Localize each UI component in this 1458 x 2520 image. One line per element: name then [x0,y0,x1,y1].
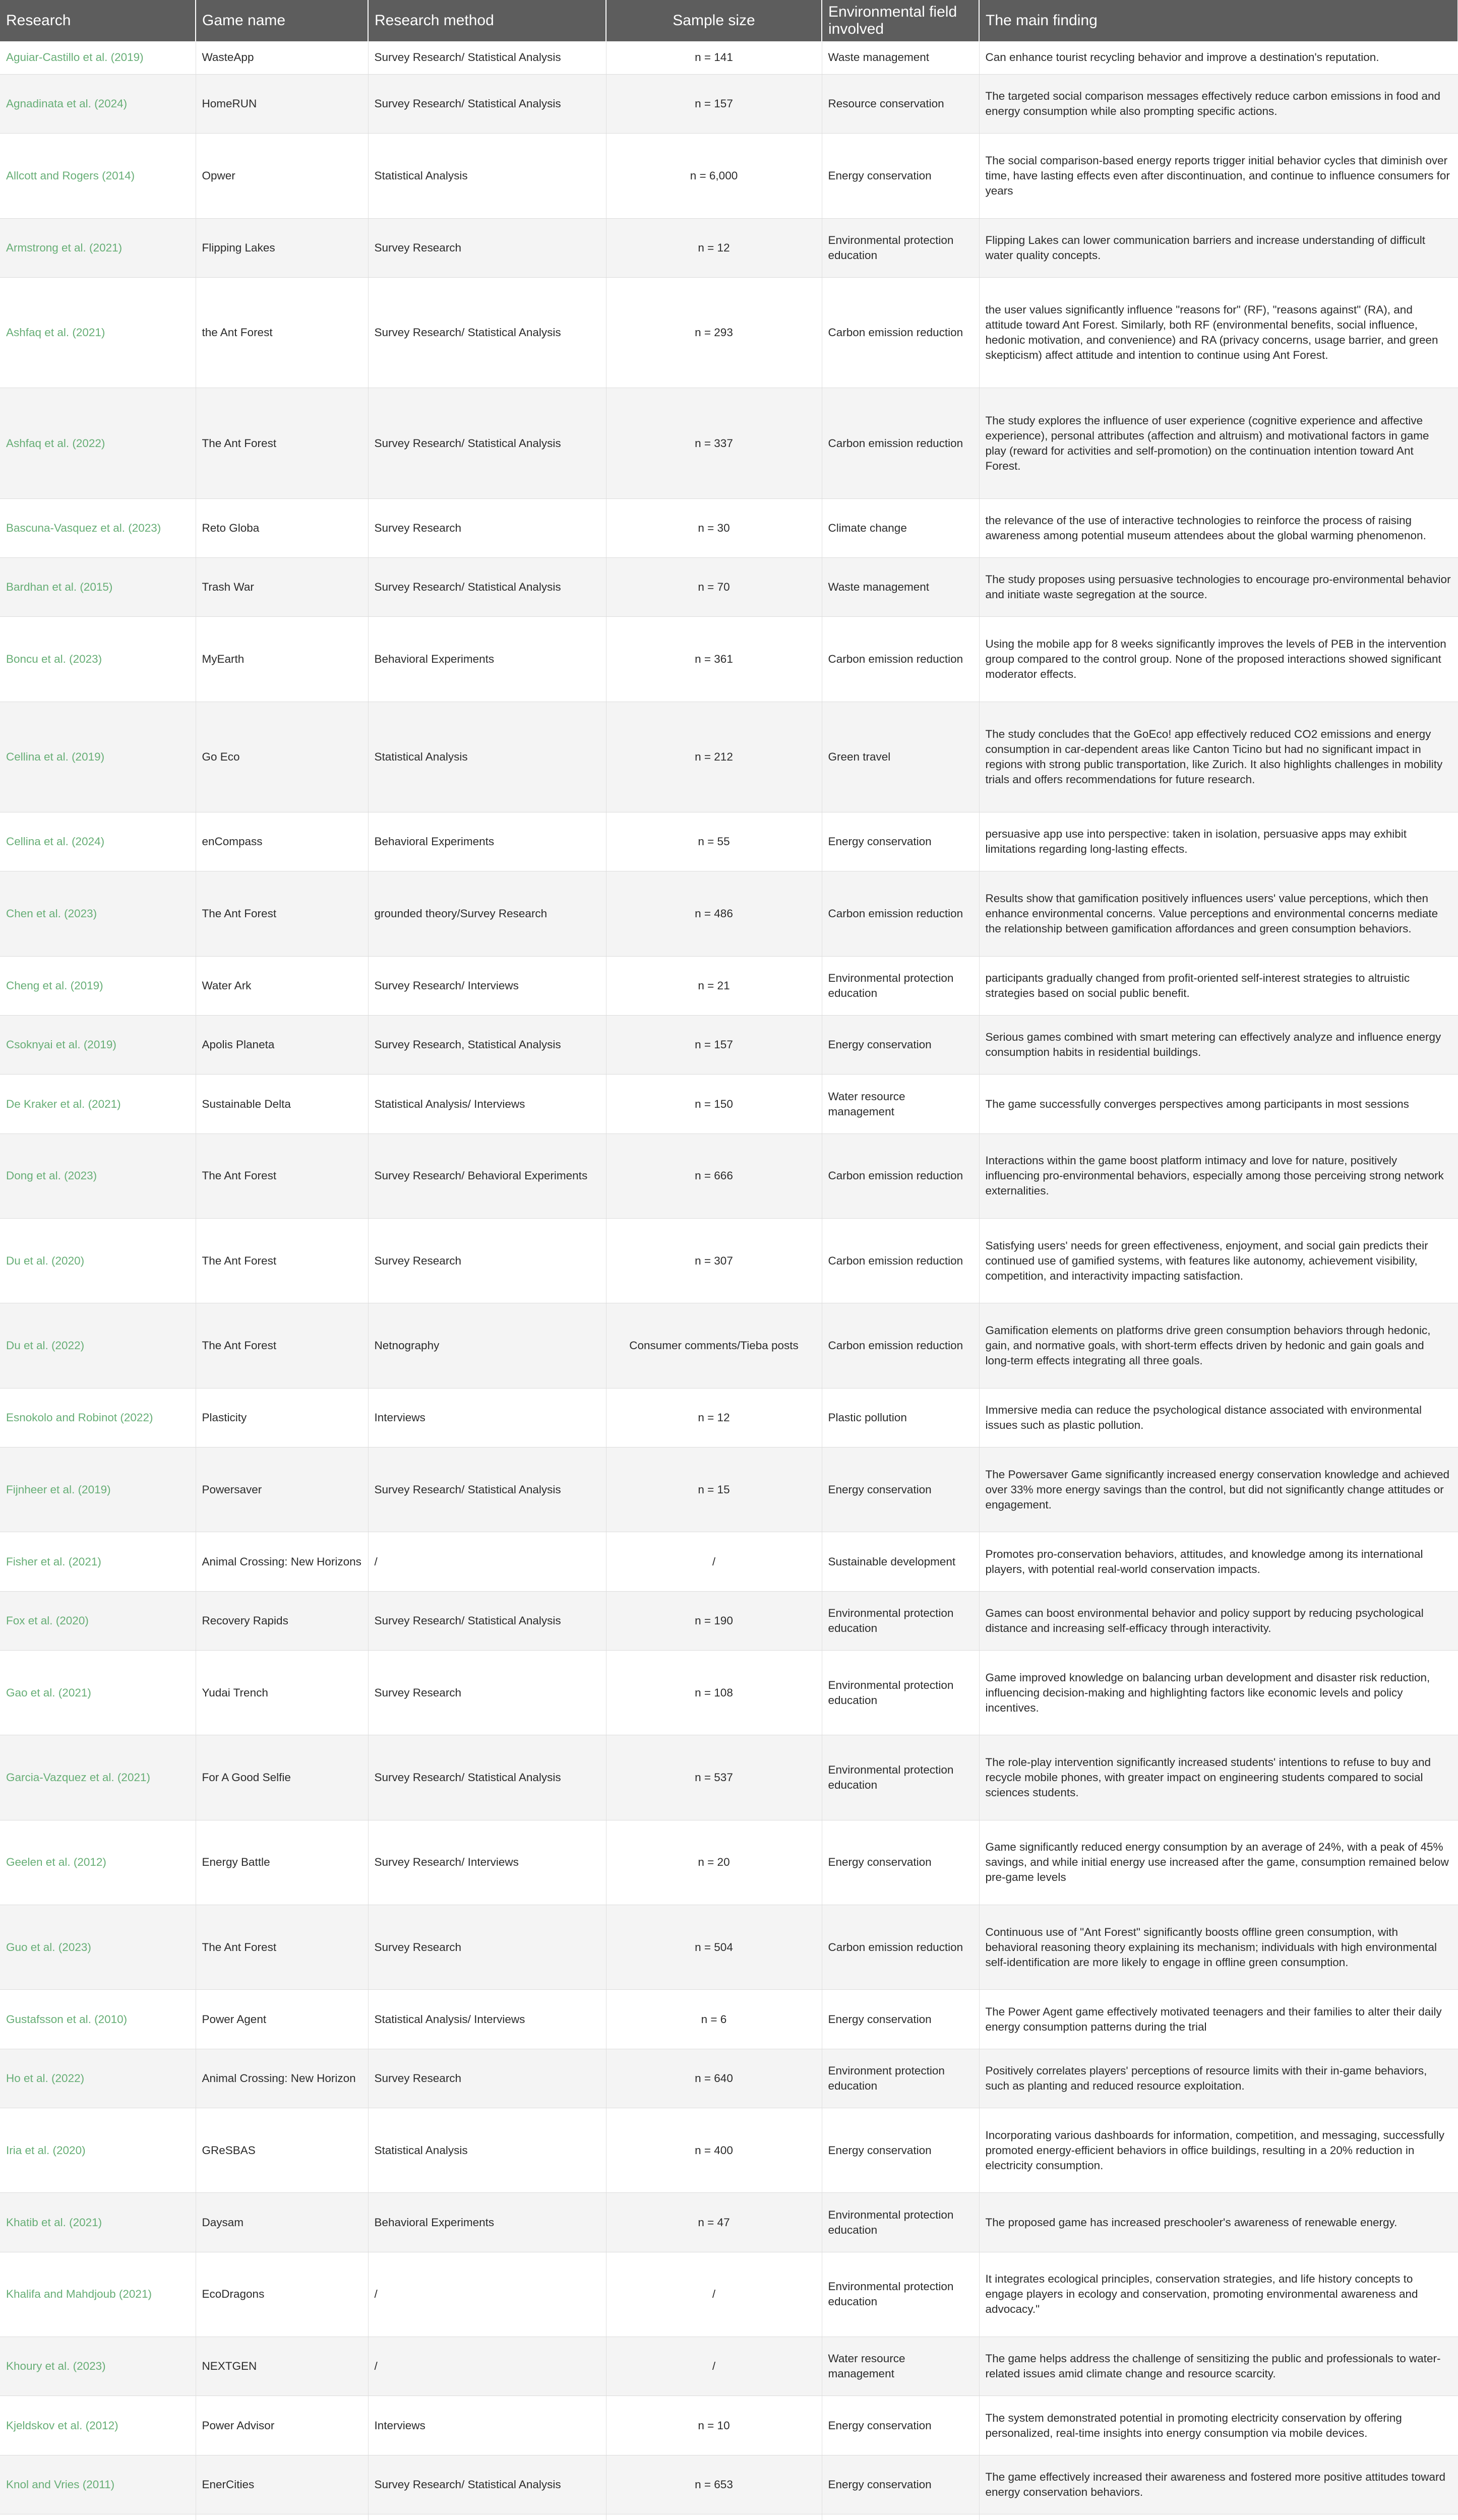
environmental-field-cell: Resource conservation [822,74,979,133]
research-cell[interactable]: Ashfaq et al. (2021) [0,277,196,388]
research-cell[interactable]: Iria et al. (2020) [0,2108,196,2193]
sample-size-cell: / [606,2252,822,2337]
game-name-cell: Powersaver [196,1447,368,1532]
main-finding-cell: persuasive app use into perspective: taken in isolation, persuasive apps may exhibit limitations regarding long-lasting effects. [979,812,1458,871]
sample-size-cell: n = 640 [606,2049,822,2108]
environmental-field-cell: Waste management [822,41,979,74]
environmental-field-cell: Climate change [822,498,979,557]
sample-size-cell: n = 12 [606,1388,822,1447]
table-row [0,1990,1458,2049]
environmental-field-cell: Energy conservation [822,1990,979,2049]
research-cell[interactable]: Bascuna-Vasquez et al. (2023) [0,498,196,557]
table-body [0,41,1458,2520]
sample-size-cell: n = 47 [606,2193,822,2252]
main-finding-cell: Games can boost environmental behavior and policy support by reducing psychological distance and increasing self-efficacy through interactivity. [979,1591,1458,1650]
table-row [0,558,1458,617]
environmental-field-cell: Carbon emission reduction [822,871,979,956]
sample-size-cell: n = 666 [606,1133,822,1218]
research-cell[interactable]: Agnadinata et al. (2024) [0,74,196,133]
table-row [0,2337,1458,2396]
main-finding-cell: participants gradually changed from profit-oriented self-interest strategies to altruistic strategies based on social public benefit. [979,956,1458,1015]
research-cell[interactable]: Fox et al. (2020) [0,1591,196,1650]
research-method-cell: Survey Research [368,1905,606,1990]
environmental-field-cell: Environment protection education [822,2049,979,2108]
main-finding-cell: The targeted social comparison messages effectively reduce carbon emissions in food and energy consumption while also prompting specific actions. [979,74,1458,133]
environmental-field-cell: Water resource management [822,2337,979,2396]
header-main-finding: The main finding [979,0,1458,41]
environmental-field-cell: Energy conservation [822,2455,979,2514]
game-name-cell [196,2514,368,2520]
research-method-cell: Behavioral Experiments [368,2193,606,2252]
game-name-cell: Sustainable Delta [196,1075,368,1133]
table-row [0,1133,1458,1218]
main-finding-cell: Results show that gamification positively influences users' value perceptions, which then enhance environmental concerns. Value perceptions and environmental concerns mediate the relationship between gamification affordances and green consumption behaviors. [979,871,1458,956]
table-row [0,41,1458,74]
game-name-cell: Yudai Trench [196,1651,368,1735]
research-method-cell: Survey Research/ Interviews [368,956,606,1015]
research-method-cell: Survey Research, Statistical Analysis [368,1016,606,1075]
environmental-field-cell: Energy conservation [822,812,979,871]
sample-size-cell: n = 12 [606,218,822,277]
sample-size-cell: n = 141 [606,41,822,74]
research-method-cell: Interviews [368,1388,606,1447]
table-row [0,617,1458,702]
research-cell[interactable]: Allcott and Rogers (2014) [0,134,196,218]
research-cell[interactable]: Bardhan et al. (2015) [0,558,196,617]
game-name-cell: Plasticity [196,1388,368,1447]
research-cell[interactable] [0,2514,196,2520]
header-game-name: Game name [196,0,368,41]
main-finding-cell: The role-play intervention significantly increased students' intentions to refuse to buy and recycle mobile phones, with greater impact on engineering students compared to social sciences students. [979,1735,1458,1820]
research-method-cell: / [368,2252,606,2337]
research-cell[interactable]: Guo et al. (2023) [0,1905,196,1990]
environmental-field-cell: Energy conservation [822,1447,979,1532]
table-row [0,1447,1458,1532]
table-row [0,2455,1458,2514]
game-name-cell: The Ant Forest [196,871,368,956]
environmental-field-cell: Environmental protection education [822,1651,979,1735]
sample-size-cell: n = 21 [606,956,822,1015]
environmental-field-cell: Carbon emission reduction [822,1303,979,1388]
main-finding-cell: Gamification elements on platforms drive green consumption behaviors through hedonic, gain, and normative goals, with short-term effects driven by hedonic and gain goals and long-term effects integrating all three goals. [979,1303,1458,1388]
table-row [0,1016,1458,1075]
research-method-cell: Statistical Analysis [368,2108,606,2193]
game-name-cell: WasteApp [196,41,368,74]
research-cell[interactable]: Chen et al. (2023) [0,871,196,956]
game-name-cell: GReSBAS [196,2108,368,2193]
game-name-cell: Water Ark [196,956,368,1015]
header-research-method: Research method [368,0,606,41]
game-name-cell: Reto Globa [196,498,368,557]
table-row [0,498,1458,557]
game-name-cell: Recovery Rapids [196,1591,368,1650]
table-row [0,1591,1458,1650]
research-method-cell: Survey Research/ Statistical Analysis [368,388,606,498]
main-finding-cell: The study proposes using persuasive technologies to encourage pro-environmental behavior and initiate waste segregation at the source. [979,558,1458,617]
research-method-cell: Survey Research/ Statistical Analysis [368,2455,606,2514]
research-cell[interactable]: Garcia-Vazquez et al. (2021) [0,1735,196,1820]
main-finding-cell: The Powersaver Game significantly increased energy conservation knowledge and achieved over 33% more energy savings than the control, but did not significantly change attitudes or engagement. [979,1447,1458,1532]
research-method-cell: Survey Research [368,498,606,557]
table-row [0,2514,1458,2520]
research-cell[interactable]: Esnokolo and Robinot (2022) [0,1388,196,1447]
research-cell[interactable]: Csoknyai et al. (2019) [0,1016,196,1075]
game-name-cell: NEXTGEN [196,2337,368,2396]
table-row [0,1820,1458,1905]
main-finding-cell: It integrates ecological principles, conservation strategies, and life history concepts to engage players in ecology and conservation, promoting environmental awareness and advocacy." [979,2252,1458,2337]
header-environmental-field: Environmental field involved [822,0,979,41]
game-name-cell: Apolis Planeta [196,1016,368,1075]
main-finding-cell: Continuous use of "Ant Forest" significantly boosts offline green consumption, with behavioral reasoning theory explaining its mechanism; individuals with high environmental self-identification are more likely to engage in offline green consumption. [979,1905,1458,1990]
sample-size-cell: n = 157 [606,74,822,133]
sample-size-cell: n = 70 [606,558,822,617]
game-name-cell: Opwer [196,134,368,218]
table-row [0,1651,1458,1735]
main-finding-cell: The game effectively increased their awareness and fostered more positive attitudes toward energy conservation behaviors. [979,2455,1458,2514]
game-name-cell: Animal Crossing: New Horizons [196,1532,368,1591]
research-method-cell: Survey Research/ Statistical Analysis [368,74,606,133]
main-finding-cell: Promotes pro-conservation behaviors, attitudes, and knowledge among its international players, with potential real-world conservation impacts. [979,1532,1458,1591]
main-finding-cell: The proposed game has increased preschooler's awareness of renewable energy. [979,2193,1458,2252]
sample-size-cell: n = 307 [606,1219,822,1303]
environmental-field-cell: Sustainable development [822,1532,979,1591]
research-cell[interactable]: Aguiar-Castillo et al. (2019) [0,41,196,74]
research-method-cell: Survey Research [368,2049,606,2108]
research-method-cell: / [368,2337,606,2396]
main-finding-cell: Interactions within the game boost platform intimacy and love for nature, positively influencing pro-environmental behaviors, especially among those perceiving strong network externalities. [979,1133,1458,1218]
header-sample-size: Sample size [606,0,822,41]
game-name-cell: Animal Crossing: New Horizon [196,2049,368,2108]
research-cell[interactable]: Gustafsson et al. (2010) [0,1990,196,2049]
environmental-field-cell: Waste management [822,558,979,617]
research-cell[interactable]: Cellina et al. (2024) [0,812,196,871]
game-name-cell: The Ant Forest [196,1219,368,1303]
environmental-field-cell: Energy conservation [822,1820,979,1905]
sample-size-cell: n = 6 [606,1990,822,2049]
research-method-cell: Survey Research/ Statistical Analysis [368,277,606,388]
table-row [0,134,1458,218]
main-finding-cell: The Power Agent game effectively motivated teenagers and their families to alter their daily energy consumption patterns during the trial [979,1990,1458,2049]
game-name-cell: the Ant Forest [196,277,368,388]
game-name-cell: MyEarth [196,617,368,702]
research-cell[interactable]: De Kraker et al. (2021) [0,1075,196,1133]
table-row [0,1532,1458,1591]
research-cell[interactable]: Fijnheer et al. (2019) [0,1447,196,1532]
game-name-cell: EcoDragons [196,2252,368,2337]
environmental-field-cell: Green travel [822,702,979,812]
main-finding-cell: The study concludes that the GoEco! app effectively reduced CO2 emissions and energy consumption in car-dependent areas like Canton Ticino but had no significant impact in regions with strong public transportation, like Zurich. It also highlights challenges in mobility trials and offers recommendations for future research. [979,702,1458,812]
table-header [0,0,1458,41]
table-row [0,2396,1458,2455]
research-cell[interactable]: Cellina et al. (2019) [0,702,196,812]
environmental-field-cell [822,2514,979,2520]
main-finding-cell: Game improved knowledge on balancing urban development and disaster risk reduction, influencing decision-making and highlighting factors like economic levels and policy incentives. [979,1651,1458,1735]
environmental-field-cell: Energy conservation [822,1016,979,1075]
research-cell[interactable]: Fisher et al. (2021) [0,1532,196,1591]
research-cell[interactable]: Boncu et al. (2023) [0,617,196,702]
main-finding-cell: The game helps address the challenge of sensitizing the public and professionals to water-related issues amid climate change and resource scarcity. [979,2337,1458,2396]
research-method-cell [368,2514,606,2520]
sample-size-cell: n = 400 [606,2108,822,2193]
environmental-field-cell: Water resource management [822,1075,979,1133]
research-cell[interactable]: Kjeldskov et al. (2012) [0,2396,196,2455]
game-name-cell: Go Eco [196,702,368,812]
main-finding-cell: The social comparison-based energy reports trigger initial behavior cycles that diminish over time, have lasting effects even after discontinuation, and continue to influence consumers for years [979,134,1458,218]
main-finding-cell: Positively correlates players' perceptions of resource limits with their in-game behaviors, such as planting and reduced resource exploitation. [979,2049,1458,2108]
research-method-cell: Statistical Analysis [368,134,606,218]
main-finding-cell: Satisfying users' needs for green effectiveness, enjoyment, and social gain predicts their continued use of gamified systems, with features like autonomy, achievement visibility, competition, and interactivity impacting satisfaction. [979,1219,1458,1303]
research-method-cell: Survey Research [368,1219,606,1303]
game-name-cell: EnerCities [196,2455,368,2514]
game-name-cell: Power Agent [196,1990,368,2049]
game-name-cell: Daysam [196,2193,368,2252]
environmental-field-cell: Environmental protection education [822,2252,979,2337]
research-method-cell: Statistical Analysis/ Interviews [368,1990,606,2049]
main-finding-cell: Using the mobile app for 8 weeks significantly improves the levels of PEB in the intervention group compared to the control group. None of the proposed interactions showed significant moderator effects. [979,617,1458,702]
research-method-cell: grounded theory/Survey Research [368,871,606,956]
sample-size-cell: n = 6,000 [606,134,822,218]
research-cell[interactable]: Knol and Vries (2011) [0,2455,196,2514]
research-method-cell: Survey Research/ Statistical Analysis [368,1447,606,1532]
sample-size-cell: n = 537 [606,1735,822,1820]
research-cell[interactable]: Ashfaq et al. (2022) [0,388,196,498]
game-name-cell: enCompass [196,812,368,871]
research-cell[interactable]: Armstrong et al. (2021) [0,218,196,277]
sample-size-cell: Consumer comments/Tieba posts [606,1303,822,1388]
table-row [0,388,1458,498]
main-finding-cell: The game successfully converges perspectives among participants in most sessions [979,1075,1458,1133]
sample-size-cell: n = 10 [606,2396,822,2455]
main-finding-cell: the relevance of the use of interactive technologies to reinforce the process of raising awareness among potential museum attendees about the global warming phenomenon. [979,498,1458,557]
research-method-cell: Statistical Analysis/ Interviews [368,1075,606,1133]
table-row [0,74,1458,133]
game-name-cell: Trash War [196,558,368,617]
game-name-cell: The Ant Forest [196,388,368,498]
research-cell[interactable]: Du et al. (2020) [0,1219,196,1303]
main-finding-cell: Serious games combined with smart metering can effectively analyze and influence energy consumption habits in residential buildings. [979,1016,1458,1075]
research-method-cell: Behavioral Experiments [368,812,606,871]
table-row [0,1905,1458,1990]
main-finding-cell: The system demonstrated potential in promoting electricity conservation by offering personalized, real-time insights into energy consumption via mobile devices. [979,2396,1458,2455]
table-row [0,2252,1458,2337]
research-cell[interactable]: Ho et al. (2022) [0,2049,196,2108]
table-row [0,702,1458,812]
research-cell[interactable]: Dong et al. (2023) [0,1133,196,1218]
environmental-field-cell: Energy conservation [822,2396,979,2455]
research-cell[interactable]: Cheng et al. (2019) [0,956,196,1015]
table-row [0,1735,1458,1820]
sample-size-cell: n = 361 [606,617,822,702]
header-research: Research [0,0,196,41]
game-name-cell: The Ant Forest [196,1303,368,1388]
research-cell[interactable]: Khatib et al. (2021) [0,2193,196,2252]
sample-size-cell: / [606,1532,822,1591]
environmental-field-cell: Environmental protection education [822,1591,979,1650]
header-row [0,0,1458,41]
research-cell[interactable]: Khoury et al. (2023) [0,2337,196,2396]
environmental-field-cell: Carbon emission reduction [822,277,979,388]
main-finding-cell: Flipping Lakes can lower communication barriers and increase understanding of difficult water quality concepts. [979,218,1458,277]
sample-size-cell: n = 108 [606,1651,822,1735]
sample-size-cell: n = 212 [606,702,822,812]
environmental-field-cell: Carbon emission reduction [822,617,979,702]
research-cell[interactable]: Gao et al. (2021) [0,1651,196,1735]
environmental-field-cell: Environmental protection education [822,1735,979,1820]
research-method-cell: Survey Research/ Statistical Analysis [368,41,606,74]
table-row [0,871,1458,956]
main-finding-cell: Immersive media can reduce the psychological distance associated with environmental issues such as plastic pollution. [979,1388,1458,1447]
environmental-field-cell: Energy conservation [822,134,979,218]
environmental-field-cell: Carbon emission reduction [822,1905,979,1990]
environmental-field-cell: Plastic pollution [822,1388,979,1447]
game-name-cell: HomeRUN [196,74,368,133]
sample-size-cell: n = 30 [606,498,822,557]
table-row [0,1388,1458,1447]
research-cell[interactable]: Khalifa and Mahdjoub (2021) [0,2252,196,2337]
main-finding-cell: The study explores the influence of user experience (cognitive experience and affective experience), personal attributes (affection and altruism) and motivational factors in game play (reward for activities and self-promotion) on the continuation intention toward Ant Forest. [979,388,1458,498]
sample-size-cell: n = 190 [606,1591,822,1650]
table-row [0,1219,1458,1303]
sample-size-cell: n = 15 [606,1447,822,1532]
research-method-cell: Netnography [368,1303,606,1388]
environmental-field-cell: Carbon emission reduction [822,1219,979,1303]
table-row [0,1303,1458,1388]
game-name-cell: Flipping Lakes [196,218,368,277]
environmental-field-cell: Environmental protection education [822,2193,979,2252]
research-method-cell: Behavioral Experiments [368,617,606,702]
game-name-cell: Energy Battle [196,1820,368,1905]
sample-size-cell: n = 55 [606,812,822,871]
sample-size-cell: n = 293 [606,277,822,388]
sample-size-cell: n = 337 [606,388,822,498]
environmental-field-cell: Energy conservation [822,2108,979,2193]
environmental-field-cell: Environmental protection education [822,956,979,1015]
research-method-cell: Survey Research/ Interviews [368,1820,606,1905]
research-method-cell: Survey Research [368,1651,606,1735]
table-row [0,2193,1458,2252]
environmental-field-cell: Carbon emission reduction [822,1133,979,1218]
table-row [0,812,1458,871]
table-row [0,2108,1458,2193]
environmental-field-cell: Environmental protection education [822,218,979,277]
main-finding-cell [979,2514,1458,2520]
sample-size-cell: n = 150 [606,1075,822,1133]
table-row [0,956,1458,1015]
sample-size-cell: n = 157 [606,1016,822,1075]
research-method-cell: Survey Research/ Statistical Analysis [368,1735,606,1820]
main-finding-cell: Game significantly reduced energy consumption by an average of 24%, with a peak of 45% savings, and while initial energy use increased after the game, consumption remained below pre-game levels [979,1820,1458,1905]
main-finding-cell: the user values significantly influence "reasons for" (RF), "reasons against" (RA), and attitude toward Ant Forest. Similarly, both RF (environmental benefits, social influence, hedonic motivation, and convenience) and RA (privacy concerns, usage barrier, and green skepticism) affect attitude and intention to continue using Ant Forest. [979,277,1458,388]
sample-size-cell: n = 20 [606,1820,822,1905]
game-name-cell: For A Good Selfie [196,1735,368,1820]
table-row [0,218,1458,277]
sample-size-cell: n = 653 [606,2455,822,2514]
table-row [0,2049,1458,2108]
research-method-cell: / [368,1532,606,1591]
research-method-cell: Survey Research/ Behavioral Experiments [368,1133,606,1218]
research-cell[interactable]: Du et al. (2022) [0,1303,196,1388]
research-method-cell: Statistical Analysis [368,702,606,812]
research-method-cell: Survey Research/ Statistical Analysis [368,558,606,617]
sample-size-cell: / [606,2337,822,2396]
main-finding-cell: Incorporating various dashboards for information, competition, and messaging, successfully promoted energy-efficient behaviors in office buildings, resulting in a 20% reduction in electricity consumption. [979,2108,1458,2193]
game-name-cell: The Ant Forest [196,1133,368,1218]
research-method-cell: Survey Research [368,218,606,277]
game-name-cell: The Ant Forest [196,1905,368,1990]
sample-size-cell [606,2514,822,2520]
game-name-cell: Power Advisor [196,2396,368,2455]
table-row [0,1075,1458,1133]
research-method-cell: Interviews [368,2396,606,2455]
sample-size-cell: n = 504 [606,1905,822,1990]
sample-size-cell: n = 486 [606,871,822,956]
research-cell[interactable]: Geelen et al. (2012) [0,1820,196,1905]
environmental-field-cell: Carbon emission reduction [822,388,979,498]
table-row [0,277,1458,388]
main-finding-cell: Can enhance tourist recycling behavior and improve a destination's reputation. [979,41,1458,74]
research-method-cell: Survey Research/ Statistical Analysis [368,1591,606,1650]
